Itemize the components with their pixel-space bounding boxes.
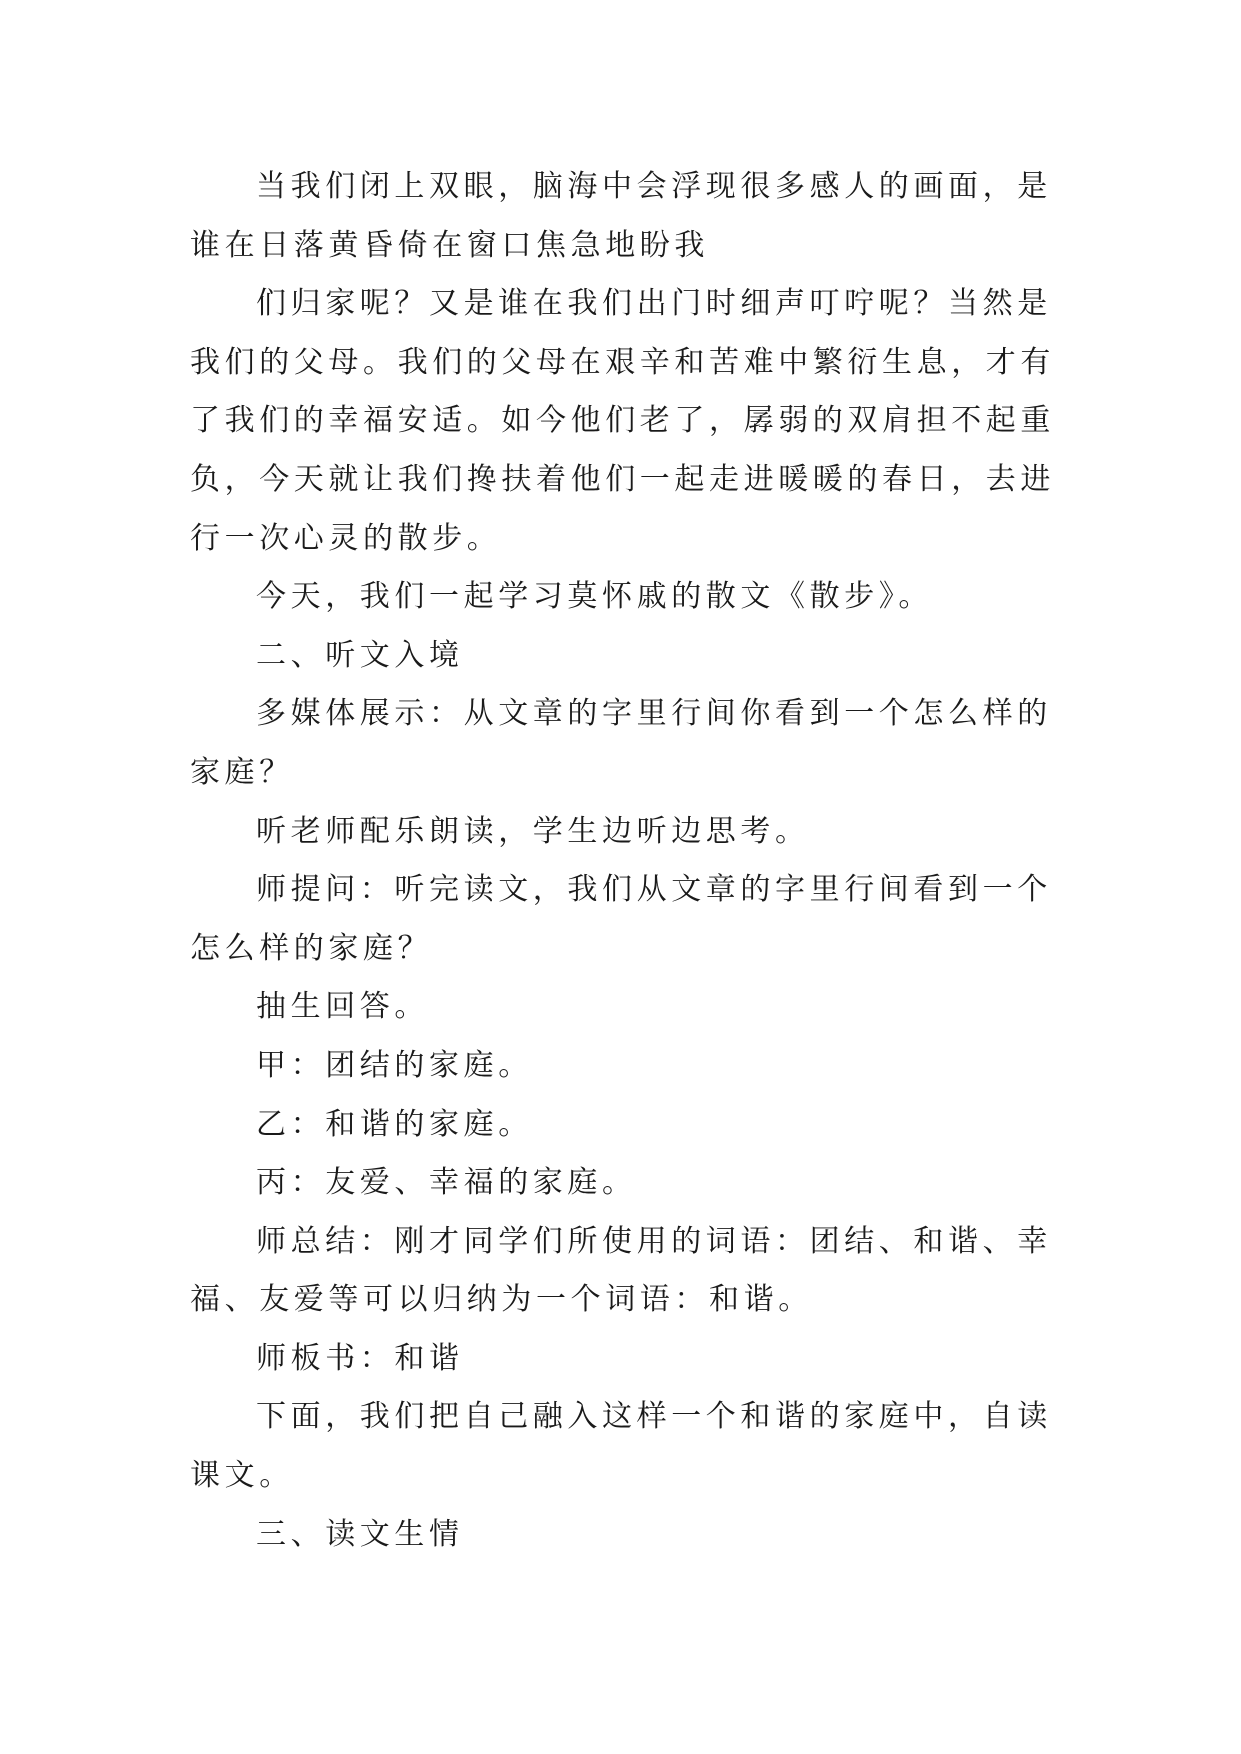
answer-jia: 甲：团结的家庭。 bbox=[256, 1047, 533, 1083]
section-heading-read: 三、读文生情 bbox=[256, 1516, 464, 1552]
paragraph-listen-reading: 听老师配乐朗读，学生边听边思考。 bbox=[256, 813, 810, 849]
paragraph-teacher-summary: 师总结：刚才同学们所使用的词语：团结、和谐、幸福、友爱等可以归纳为一个词语：和谐。 bbox=[190, 1223, 1052, 1318]
paragraph-multimedia: 多媒体展示：从文章的字里行间你看到一个怎么样的家庭？ bbox=[190, 696, 1052, 790]
paragraph-lesson-intro: 今天，我们一起学习莫怀戚的散文《散步》。 bbox=[256, 579, 933, 615]
paragraph-parents: 们归家呢？又是谁在我们出门时细声叮咛呢？当然是我们的父母。我们的父母在艰辛和苦难中繁衍生息，才有了我们的幸福安适。如今他们老了，孱弱的双肩担不起重负，今天就让我们搀扶着他们一起走进暖暖的春日，去进行一次心灵的散步。 bbox=[190, 286, 1055, 556]
section-heading-listen: 二、听文入境 bbox=[256, 637, 464, 673]
paragraph-student-answer: 抽生回答。 bbox=[256, 989, 429, 1025]
paragraph-self-reading: 下面，我们把自己融入这样一个和谐的家庭中，自读课文。 bbox=[190, 1399, 1052, 1494]
answer-yi: 乙：和谐的家庭。 bbox=[256, 1106, 533, 1142]
paragraph-intro-question: 当我们闭上双眼，脑海中会浮现很多感人的画面，是谁在日落黄昏倚在窗口焦急地盼我 bbox=[190, 169, 1052, 263]
document-body bbox=[190, 158, 1056, 1564]
answer-bing: 丙：友爱、幸福的家庭。 bbox=[256, 1165, 637, 1201]
paragraph-teacher-question: 师提问：听完读文，我们从文章的字里行间看到一个怎么样的家庭？ bbox=[190, 872, 1052, 966]
paragraph-blackboard: 师板书：和谐 bbox=[256, 1340, 464, 1376]
